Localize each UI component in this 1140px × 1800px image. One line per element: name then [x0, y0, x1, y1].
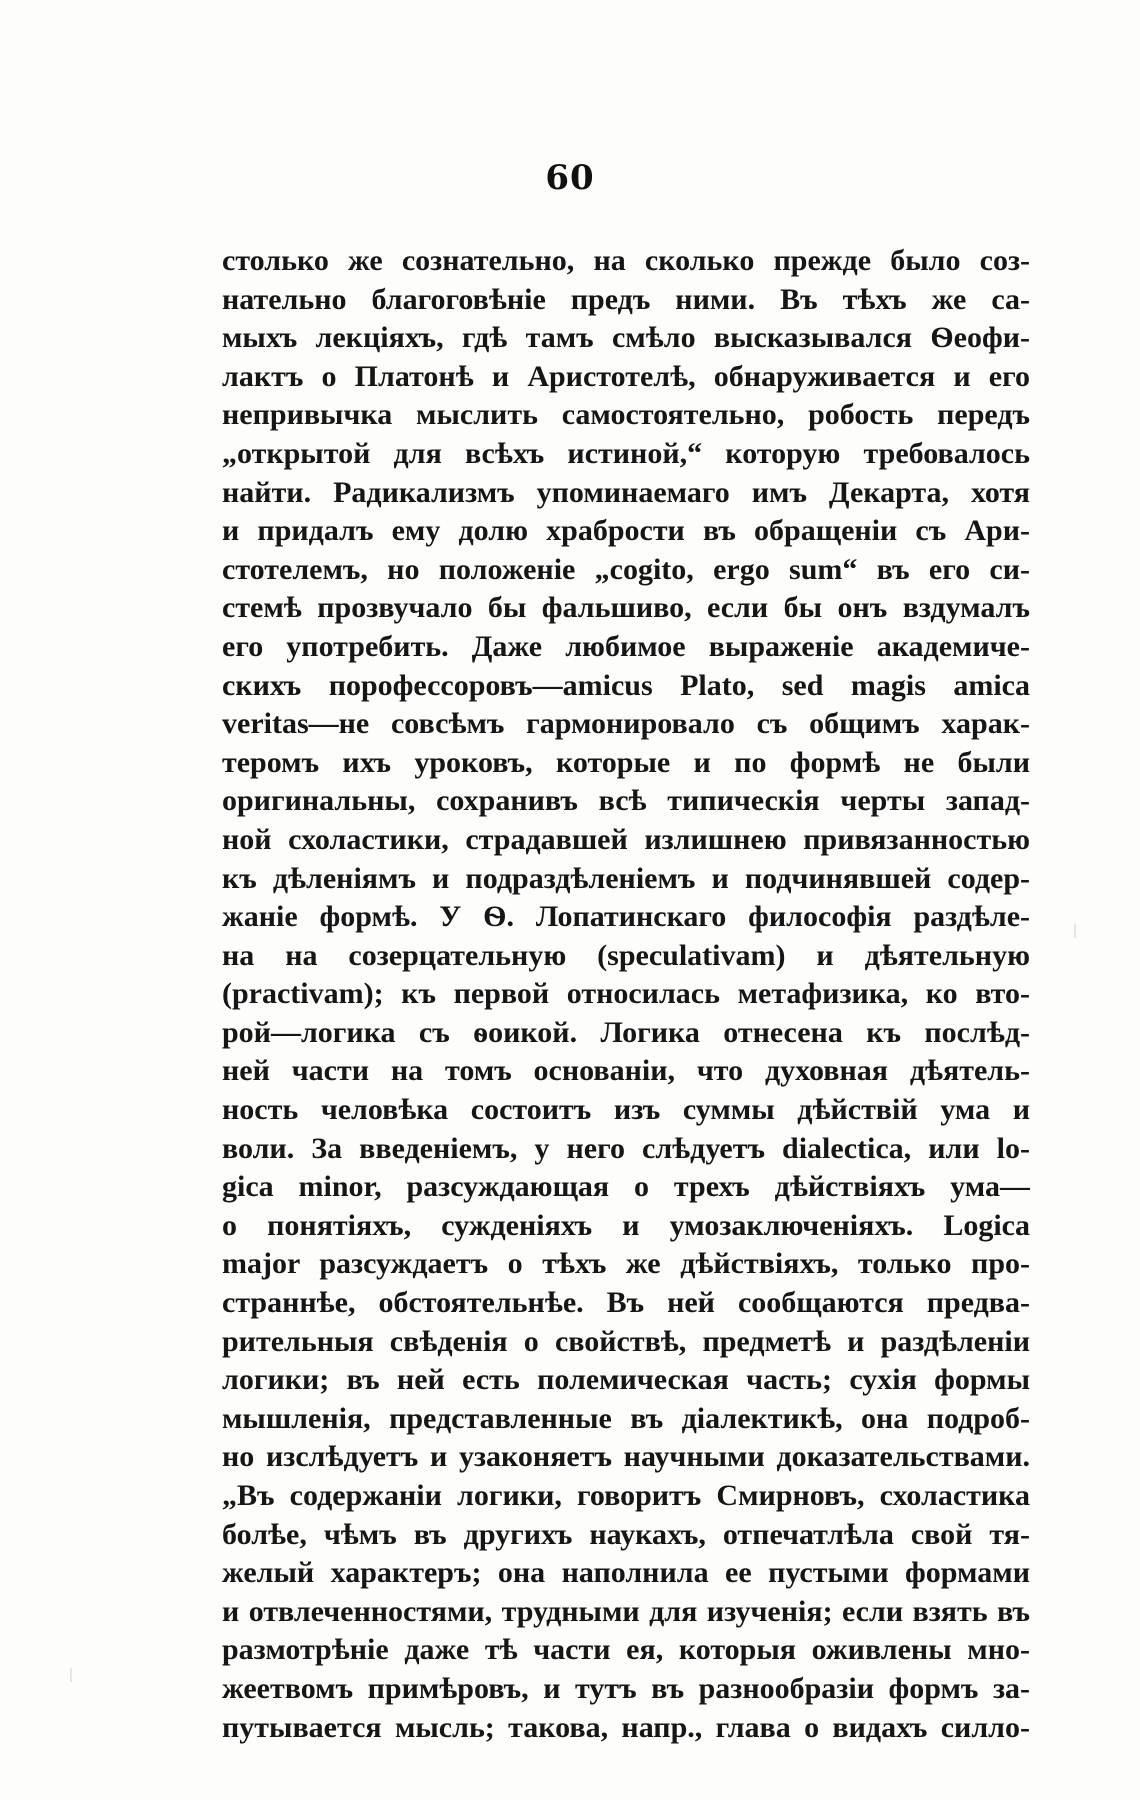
text-line: рительныя свѣденія о свойствѣ, предметѣ и раздѣленіи	[222, 1324, 1030, 1358]
text-line: стотелемъ, но положеніе „cogito, ergo sum“ въ его си-	[222, 552, 1030, 586]
text-line: veritas—не совсѣмъ гармонировало съ общимъ харак-	[222, 707, 1030, 741]
text-line: (practivam); къ первой относилась метафизика, ко вто-	[222, 977, 1030, 1011]
text-line: лактъ о Платонѣ и Аристотелѣ, обнаруживается и его	[222, 359, 1030, 393]
text-line: ней части на томъ основаніи, что духовная дѣятель-	[222, 1054, 1030, 1088]
text-line: ной схоластики, страдавшей излишнею привязанностью	[222, 822, 1030, 856]
text-line: страннѣе, обстоятельнѣе. Въ ней сообщаются предва-	[222, 1286, 1030, 1320]
text-line: мыхъ лекціяхъ, гдѣ тамъ смѣло высказывался Ѳеофи-	[222, 321, 1030, 355]
text-line: но изслѣдуетъ и узаконяетъ научными доказательствами.	[222, 1440, 1030, 1474]
text-line: оригинальны, сохранивъ всѣ типическія черты запад-	[222, 784, 1030, 818]
text-line: болѣе, чѣмъ въ другихъ наукахъ, отпечатлѣла свой тя-	[222, 1517, 1030, 1551]
text-line: и придалъ ему долю храбрости въ обращеніи съ Ари-	[222, 514, 1030, 548]
text-line: о понятіяхъ, сужденіяхъ и умозаключеніяхъ. Logica	[222, 1208, 1030, 1242]
text-line: воли. За введеніемъ, у него слѣдуетъ dialectica, или lo-	[222, 1131, 1030, 1165]
text-line: размотрѣніе даже тѣ части ея, которыя оживлены мно-	[222, 1633, 1030, 1667]
text-line: скихъ порофессоровъ—amicus Plato, sed magis amica	[222, 668, 1030, 702]
text-line: непривычка мыслить самостоятельно, робость передъ	[222, 398, 1030, 432]
text-line: нательно благоговѣніе предъ ними. Въ тѣхъ же са-	[222, 282, 1030, 316]
text-line: мышленія, представленные въ діалектикѣ, она подроб-	[222, 1401, 1030, 1435]
body-text	[222, 242, 1030, 1747]
page-blemish	[1074, 924, 1076, 938]
text-line: стемѣ прозвучало бы фальшиво, если бы онъ вздумалъ	[222, 591, 1030, 625]
text-line: „Въ содержаніи логики, говоритъ Смирновъ, схоластика	[222, 1479, 1030, 1512]
text-line: major разсуждаетъ о тѣхъ же дѣйствіяхъ, только про-	[222, 1247, 1030, 1281]
text-line: gica minor, разсуждающая о трехъ дѣйствіяхъ ума—	[222, 1170, 1030, 1204]
text-line: теромъ ихъ уроковъ, которые и по формѣ не были	[222, 745, 1030, 779]
page-number: 60	[545, 158, 595, 198]
text-line: на на созерцательную (speculativam) и дѣятельную	[222, 938, 1030, 972]
text-line: ность человѣка состоитъ изъ суммы дѣйствій ума и	[222, 1093, 1030, 1127]
text-line: и отвлеченностями, трудными для изученія; если взять въ	[222, 1594, 1030, 1628]
page-blemish	[70, 1668, 72, 1682]
text-line: жеетвомъ примѣровъ, и тутъ въ разнообразіи формъ за-	[222, 1671, 1030, 1705]
text-line: жаніе формѣ. У Ѳ. Лопатинскаго философія раздѣле-	[222, 900, 1030, 934]
text-line: рой—логика съ ѳоикой. Логика отнесена къ послѣд-	[222, 1015, 1030, 1049]
text-line: „открытой для всѣхъ истиной,“ которую требовалось	[222, 436, 1030, 470]
text-line: желый характеръ; она наполнила ее пустыми формами	[222, 1556, 1030, 1590]
text-line: найти. Радикализмъ упоминаемаго имъ Декарта, хотя	[222, 475, 1030, 509]
text-line: къ дѣленіямъ и подраздѣленіемъ и подчинявшей содер-	[222, 861, 1030, 895]
text-line: путывается мысль; такова, напр., глава о видахъ силло-	[222, 1710, 1030, 1744]
text-line: столько же сознательно, на сколько прежде было соз-	[222, 244, 1030, 277]
text-line: его употребить. Даже любимое выраженіе академиче-	[222, 629, 1030, 663]
text-line: логики; въ ней есть полемическая часть; сухія формы	[222, 1363, 1030, 1397]
